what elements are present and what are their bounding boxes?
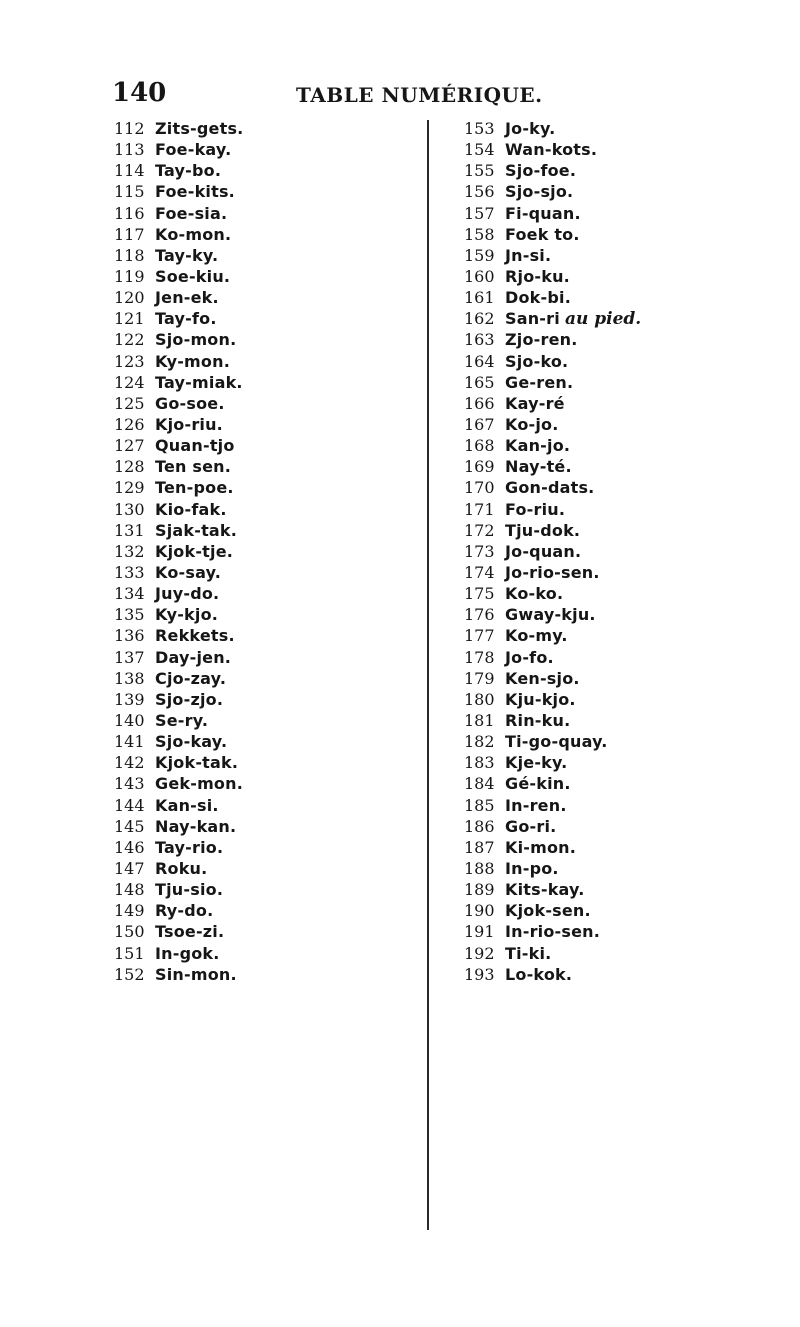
entry-number: 191 bbox=[464, 922, 495, 942]
column-divider bbox=[427, 120, 429, 1230]
entry-number: 167 bbox=[464, 415, 495, 435]
entry-name: Jo-ky. bbox=[505, 119, 556, 139]
entry-number: 138 bbox=[114, 668, 145, 688]
entry-name: Ky-kjo. bbox=[155, 605, 219, 625]
entry-name: Tay-rio. bbox=[155, 837, 224, 857]
entry-name: Gway-kju. bbox=[505, 605, 596, 625]
table-entry bbox=[114, 308, 394, 329]
entry-number: 176 bbox=[464, 605, 495, 625]
table-entry bbox=[114, 160, 394, 181]
table-entry bbox=[114, 372, 394, 393]
entry-number: 184 bbox=[464, 774, 495, 794]
entry-number: 181 bbox=[464, 711, 495, 730]
table-entry bbox=[464, 879, 784, 900]
table-entry bbox=[464, 541, 784, 562]
entry-number: 174 bbox=[464, 563, 495, 583]
table-entry bbox=[464, 414, 784, 435]
table-entry bbox=[464, 921, 784, 942]
table-entry bbox=[114, 900, 394, 921]
entry-name: Tay-bo. bbox=[155, 161, 222, 181]
entry-name: Ken-sjo. bbox=[505, 668, 580, 688]
entry-name: Roku. bbox=[155, 858, 208, 878]
table-entry bbox=[464, 837, 784, 858]
entry-name: Sjo-ko. bbox=[505, 351, 569, 371]
table-entry bbox=[464, 393, 784, 414]
entry-name: Zits-gets. bbox=[155, 119, 244, 139]
entry-number: 154 bbox=[464, 140, 495, 160]
table-entry bbox=[114, 118, 394, 139]
table-entry bbox=[114, 435, 394, 456]
entry-number: 123 bbox=[114, 351, 145, 371]
entry-name: Rjo-ku. bbox=[505, 267, 570, 287]
entry-number: 137 bbox=[114, 647, 145, 667]
table-entry bbox=[114, 921, 394, 942]
entry-name: Go-soe. bbox=[155, 393, 225, 413]
entry-name: Foe-sia. bbox=[155, 203, 228, 223]
entry-number: 160 bbox=[464, 267, 495, 287]
entry-number: 147 bbox=[114, 858, 145, 878]
table-entry bbox=[114, 520, 394, 541]
entry-number: 165 bbox=[464, 372, 495, 392]
entry-number: 116 bbox=[114, 203, 145, 223]
entry-number: 180 bbox=[464, 689, 495, 709]
entry-number: 162 bbox=[464, 309, 495, 329]
entry-name: Sin-mon. bbox=[155, 964, 237, 984]
entry-number: 182 bbox=[464, 732, 495, 752]
table-entry bbox=[114, 604, 394, 625]
entry-name: Sjo-kay. bbox=[155, 732, 228, 752]
entry-name: Tju-sio. bbox=[155, 880, 224, 900]
table-entry bbox=[114, 625, 394, 646]
entry-name: Jn-si. bbox=[505, 245, 552, 265]
entry-number: 149 bbox=[114, 901, 145, 921]
entry-name: Nay-kan. bbox=[155, 816, 237, 836]
entry-name: Tay-ky. bbox=[155, 245, 219, 265]
entry-number: 158 bbox=[464, 224, 495, 244]
entry-name: Foe-kay. bbox=[155, 140, 232, 160]
entry-number: 186 bbox=[464, 816, 495, 836]
table-entry bbox=[464, 752, 784, 773]
table-entry bbox=[114, 879, 394, 900]
entry-name: Fi-quan. bbox=[505, 203, 581, 223]
entry-name: Day-jen. bbox=[155, 647, 232, 667]
entry-note: au pied. bbox=[564, 308, 642, 329]
table-entry bbox=[464, 266, 784, 287]
entry-number: 139 bbox=[114, 689, 145, 709]
entry-number: 192 bbox=[464, 943, 495, 963]
entry-number: 193 bbox=[464, 964, 495, 984]
entry-number: 188 bbox=[464, 858, 495, 878]
entry-number: 153 bbox=[464, 119, 495, 139]
table-entry bbox=[464, 287, 784, 308]
entry-number: 113 bbox=[114, 140, 145, 160]
entry-name: Ki-mon. bbox=[505, 837, 577, 857]
table-entry bbox=[114, 752, 394, 773]
entry-number: 177 bbox=[464, 626, 495, 646]
table-entry bbox=[114, 689, 394, 710]
entry-name: Se-ry. bbox=[155, 711, 209, 730]
entry-name: Kjok-tje. bbox=[155, 541, 234, 561]
entry-name: Kju-kjo. bbox=[505, 689, 576, 709]
entry-number: 128 bbox=[114, 457, 145, 477]
table-entry bbox=[464, 203, 784, 224]
table-entry bbox=[464, 308, 784, 329]
entry-name: Lo-kok. bbox=[505, 964, 573, 984]
entry-name: Tay-miak. bbox=[155, 372, 243, 392]
table-entry bbox=[464, 647, 784, 668]
entry-number: 114 bbox=[114, 161, 145, 181]
table-entry bbox=[114, 795, 394, 816]
entry-number: 124 bbox=[114, 372, 145, 392]
entry-name: Ko-mon. bbox=[155, 224, 232, 244]
table-entry bbox=[114, 837, 394, 858]
table-entry bbox=[114, 668, 394, 689]
table-entry bbox=[114, 499, 394, 520]
entry-number: 134 bbox=[114, 584, 145, 604]
entry-number: 141 bbox=[114, 732, 145, 752]
entry-name: Jo-fo. bbox=[505, 647, 554, 667]
entry-number: 151 bbox=[114, 943, 145, 963]
table-entry bbox=[464, 858, 784, 879]
entry-name: Jen-ek. bbox=[155, 288, 219, 308]
entry-name: In-ren. bbox=[505, 795, 567, 815]
entry-name: Ky-mon. bbox=[155, 351, 230, 371]
entry-name: Kjok-tak. bbox=[155, 753, 239, 773]
table-entry bbox=[114, 351, 394, 372]
table-entry bbox=[464, 520, 784, 541]
entry-number: 159 bbox=[464, 245, 495, 265]
entry-number: 156 bbox=[464, 182, 495, 202]
entry-number: 144 bbox=[114, 795, 145, 815]
table-entry bbox=[464, 773, 784, 794]
entry-name: Ko-my. bbox=[505, 626, 568, 646]
table-entry bbox=[114, 456, 394, 477]
entry-number: 131 bbox=[114, 520, 145, 540]
table-entry bbox=[114, 731, 394, 752]
entry-number: 163 bbox=[464, 330, 495, 350]
page-header bbox=[112, 78, 672, 110]
table-entry bbox=[114, 329, 394, 350]
table-entry bbox=[464, 562, 784, 583]
entry-name: Foek to. bbox=[505, 224, 580, 244]
table-entry bbox=[464, 139, 784, 160]
entry-number: 126 bbox=[114, 415, 145, 435]
entry-name: Gon-dats. bbox=[505, 478, 595, 498]
table-entry bbox=[464, 372, 784, 393]
table-entry bbox=[464, 160, 784, 181]
entry-name: Kay-ré bbox=[505, 393, 565, 413]
entry-name: Ko-say. bbox=[155, 563, 222, 583]
entry-name: Kjo-riu. bbox=[155, 415, 223, 435]
entry-name: Wan-kots. bbox=[505, 140, 598, 160]
entry-number: 145 bbox=[114, 816, 145, 836]
entry-number: 143 bbox=[114, 774, 145, 794]
entry-number: 146 bbox=[114, 837, 145, 857]
entry-name: Kan-jo. bbox=[505, 436, 571, 456]
running-title: TABLE NUMÉRIQUE. bbox=[296, 83, 543, 107]
entry-name: Ko-ko. bbox=[505, 584, 564, 604]
entry-name: Jo-rio-sen. bbox=[505, 563, 600, 583]
entry-name: Ko-jo. bbox=[505, 415, 559, 435]
entry-number: 164 bbox=[464, 351, 495, 371]
entry-number: 178 bbox=[464, 647, 495, 667]
entry-number: 136 bbox=[114, 626, 145, 646]
entry-name: Rin-ku. bbox=[505, 711, 571, 730]
right-column-list bbox=[464, 118, 784, 985]
entry-name: Sjo-mon. bbox=[155, 330, 237, 350]
entry-number: 190 bbox=[464, 901, 495, 921]
entry-name: Ti-go-quay. bbox=[505, 732, 608, 752]
entry-name: Fo-riu. bbox=[505, 499, 566, 519]
entry-number: 179 bbox=[464, 668, 495, 688]
entry-name: Ry-do. bbox=[155, 901, 214, 921]
entry-name: Zjo-ren. bbox=[505, 330, 578, 350]
table-entry bbox=[464, 710, 784, 731]
table-entry bbox=[464, 351, 784, 372]
table-entry bbox=[464, 964, 784, 985]
entry-number: 157 bbox=[464, 203, 495, 223]
table-entry bbox=[114, 942, 394, 963]
entry-number: 171 bbox=[464, 499, 495, 519]
entry-name: Ge-ren. bbox=[505, 372, 574, 392]
entry-name: Kje-ky. bbox=[505, 753, 568, 773]
table-entry bbox=[114, 477, 394, 498]
entry-number: 120 bbox=[114, 288, 145, 308]
entry-name: Kits-kay. bbox=[505, 880, 585, 900]
entry-name: Quan-tjo bbox=[155, 436, 235, 456]
table-entry bbox=[464, 435, 784, 456]
table-entry bbox=[464, 689, 784, 710]
table-entry bbox=[464, 668, 784, 689]
entry-name: Nay-té. bbox=[505, 457, 572, 477]
entry-name: Sjo-sjo. bbox=[505, 182, 574, 202]
entry-name: Tay-fo. bbox=[155, 309, 217, 329]
entry-number: 166 bbox=[464, 393, 495, 413]
entry-name: Kjok-sen. bbox=[505, 901, 591, 921]
table-entry bbox=[114, 224, 394, 245]
table-entry bbox=[114, 393, 394, 414]
entry-name: In-po. bbox=[505, 858, 559, 878]
entry-number: 148 bbox=[114, 880, 145, 900]
table-entry bbox=[464, 477, 784, 498]
entry-number: 168 bbox=[464, 436, 495, 456]
entry-name: Rekkets. bbox=[155, 626, 235, 646]
table-entry bbox=[114, 710, 394, 731]
table-entry bbox=[114, 203, 394, 224]
table-entry bbox=[464, 625, 784, 646]
entry-number: 150 bbox=[114, 922, 145, 942]
table-entry bbox=[114, 287, 394, 308]
entry-name: Cjo-zay. bbox=[155, 668, 227, 688]
entry-name: Sjak-tak. bbox=[155, 520, 238, 540]
entry-name: Jo-quan. bbox=[505, 541, 582, 561]
entry-number: 152 bbox=[114, 964, 145, 984]
entry-number: 187 bbox=[464, 837, 495, 857]
entry-name: Ten sen. bbox=[155, 457, 232, 477]
entry-number: 169 bbox=[464, 457, 495, 477]
entry-number: 132 bbox=[114, 541, 145, 561]
table-entry bbox=[464, 224, 784, 245]
entry-number: 119 bbox=[114, 267, 145, 287]
table-entry bbox=[114, 541, 394, 562]
table-entry bbox=[464, 583, 784, 604]
table-entry bbox=[464, 329, 784, 350]
entry-name: Kan-si. bbox=[155, 795, 219, 815]
entry-number: 175 bbox=[464, 584, 495, 604]
table-entry bbox=[114, 181, 394, 202]
entry-number: 115 bbox=[114, 182, 145, 202]
page-number: 140 bbox=[112, 78, 167, 108]
entry-number: 189 bbox=[464, 880, 495, 900]
entry-name: Tju-dok. bbox=[505, 520, 581, 540]
entry-name: Soe-kiu. bbox=[155, 267, 231, 287]
table-entry bbox=[114, 773, 394, 794]
table-entry bbox=[114, 562, 394, 583]
entry-name: Gek-mon. bbox=[155, 774, 243, 794]
table-entry bbox=[114, 647, 394, 668]
entry-name: Kio-fak. bbox=[155, 499, 227, 519]
entry-number: 121 bbox=[114, 309, 145, 329]
table-entry bbox=[114, 858, 394, 879]
entry-number: 170 bbox=[464, 478, 495, 498]
table-entry bbox=[464, 731, 784, 752]
entry-name: San-ri bbox=[505, 309, 560, 329]
table-entry bbox=[464, 900, 784, 921]
table-entry bbox=[114, 414, 394, 435]
entry-name: In-gok. bbox=[155, 943, 220, 963]
table-entry bbox=[464, 499, 784, 520]
entry-number: 129 bbox=[114, 478, 145, 498]
table-entry bbox=[114, 266, 394, 287]
entry-number: 122 bbox=[114, 330, 145, 350]
entry-number: 155 bbox=[464, 161, 495, 181]
entry-name: Gé-kin. bbox=[505, 774, 571, 794]
entry-number: 172 bbox=[464, 520, 495, 540]
table-entry bbox=[464, 118, 784, 139]
entry-name: Juy-do. bbox=[155, 584, 220, 604]
entry-number: 130 bbox=[114, 499, 145, 519]
entry-number: 112 bbox=[114, 119, 145, 139]
entry-number: 117 bbox=[114, 224, 145, 244]
entry-number: 125 bbox=[114, 393, 145, 413]
table-entry bbox=[114, 245, 394, 266]
entry-number: 185 bbox=[464, 795, 495, 815]
entry-number: 118 bbox=[114, 245, 145, 265]
table-entry bbox=[464, 942, 784, 963]
entry-name: In-rio-sen. bbox=[505, 922, 601, 942]
entry-name: Tsoe-zi. bbox=[155, 922, 225, 942]
table-entry bbox=[464, 456, 784, 477]
table-entry bbox=[114, 139, 394, 160]
entry-number: 183 bbox=[464, 753, 495, 773]
left-column-list bbox=[114, 118, 394, 985]
table-entry bbox=[114, 583, 394, 604]
table-entry bbox=[464, 604, 784, 625]
entry-name: Dok-bi. bbox=[505, 288, 571, 308]
entry-name: Foe-kits. bbox=[155, 182, 235, 202]
entry-number: 133 bbox=[114, 563, 145, 583]
entry-number: 173 bbox=[464, 541, 495, 561]
entry-name: Go-ri. bbox=[505, 816, 557, 836]
entry-number: 135 bbox=[114, 605, 145, 625]
entry-name: Ti-ki. bbox=[505, 943, 552, 963]
entry-name: Ten-poe. bbox=[155, 478, 234, 498]
entry-number: 127 bbox=[114, 436, 145, 456]
entry-name: Sjo-foe. bbox=[505, 161, 577, 181]
table-entry bbox=[464, 816, 784, 837]
table-entry bbox=[114, 964, 394, 985]
entry-number: 161 bbox=[464, 288, 495, 308]
entry-number: 140 bbox=[114, 711, 145, 730]
table-entry bbox=[464, 245, 784, 266]
table-entry bbox=[464, 181, 784, 202]
entry-name: Sjo-zjo. bbox=[155, 689, 224, 709]
entry-number: 142 bbox=[114, 753, 145, 773]
table-entry bbox=[114, 816, 394, 837]
table-entry bbox=[464, 795, 784, 816]
